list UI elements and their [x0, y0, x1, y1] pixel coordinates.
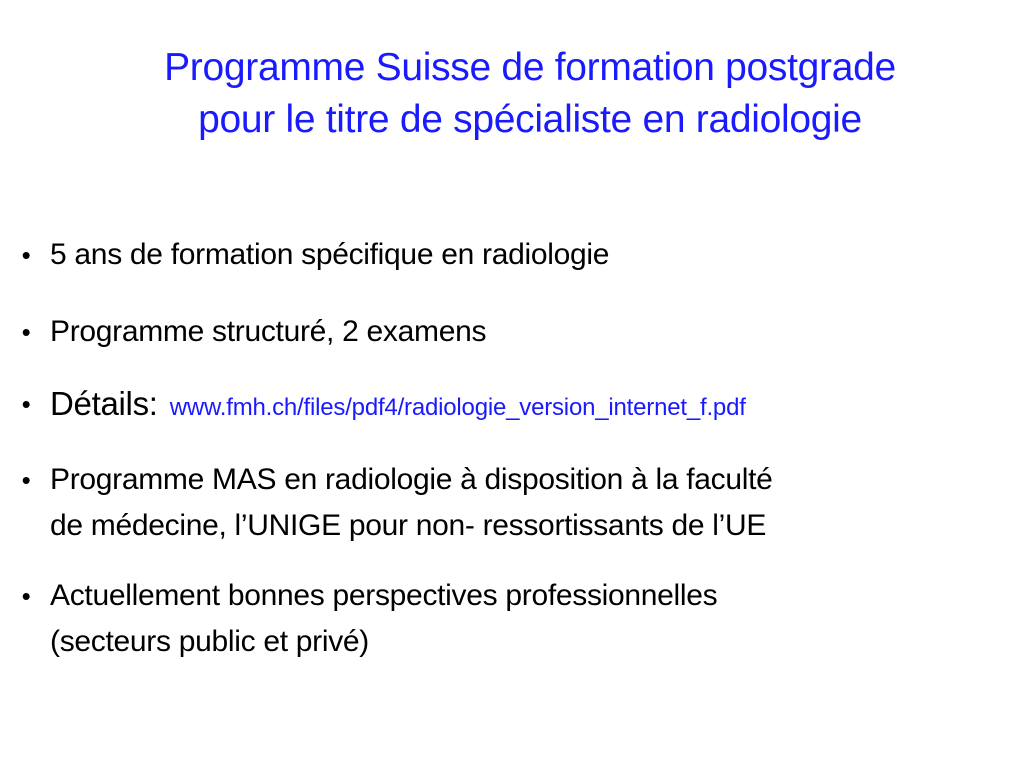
slide-title — [60, 42, 1000, 146]
bullet-text-line-1: Actuellement bonnes perspectives professionnelles — [50, 579, 718, 612]
bullet-item-details — [16, 381, 1016, 431]
bullet-icon: • — [21, 581, 31, 611]
bullet-text-line-2: (secteurs public et privé) — [50, 625, 369, 658]
details-link[interactable]: www.fmh.ch/files/pdf4/radiologie_version_internet_f.pdf — [169, 394, 746, 421]
bullet-item-perspectives — [16, 573, 1016, 665]
bullet-item-program-structure — [16, 309, 1016, 355]
bullet-item-training-years — [16, 232, 1016, 278]
title-line-2: pour le titre de spécialiste en radiologie — [198, 98, 862, 141]
bullet-text: Programme structuré, 2 examens — [50, 315, 487, 348]
bullet-icon: • — [21, 317, 31, 347]
bullet-icon: • — [21, 240, 31, 270]
title-line-1: Programme Suisse de formation postgrade — [164, 46, 896, 89]
details-label: Détails: — [50, 385, 158, 422]
bullet-icon: • — [21, 389, 31, 419]
bullet-list — [16, 232, 1016, 665]
bullet-text-line-2: de médecine, l’UNIGE pour non- ressortissants de l’UE — [50, 509, 767, 542]
bullet-item-mas-program — [16, 457, 1016, 549]
bullet-icon: • — [21, 465, 31, 495]
bullet-text: 5 ans de formation spécifique en radiologie — [50, 238, 610, 271]
bullet-text-line-1: Programme MAS en radiologie à disposition à la faculté — [50, 463, 773, 496]
